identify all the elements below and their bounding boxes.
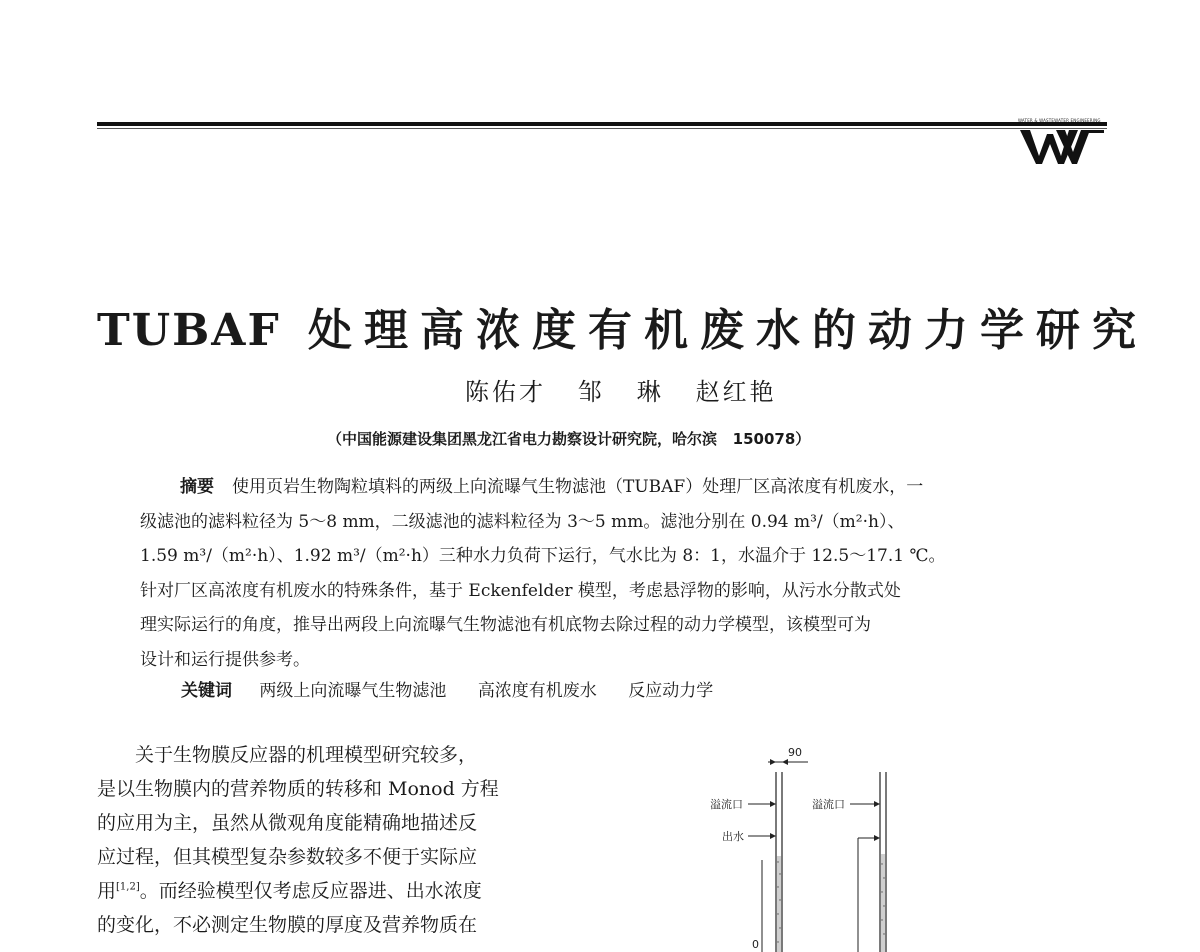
arrow-icon bbox=[770, 801, 776, 807]
abstract-line bbox=[140, 470, 1070, 505]
header-rule-thin bbox=[97, 128, 1107, 129]
height-dimension-label: 0 bbox=[752, 938, 759, 951]
filter-schematic-figure bbox=[690, 742, 940, 952]
overflow-label-left: 溢流口 bbox=[710, 798, 743, 811]
body-line: 是以生物膜内的营养物质的转移和 Monod 方程 bbox=[97, 778, 499, 800]
keyword-item: 两级上向流曝气生物滤池 bbox=[259, 681, 447, 701]
overflow-label-right: 溢流口 bbox=[812, 798, 845, 811]
abstract-label: 摘要 bbox=[180, 477, 214, 497]
body-line bbox=[97, 874, 577, 908]
filter-media-left bbox=[777, 856, 782, 952]
ww-logo-icon bbox=[1020, 128, 1104, 166]
keyword-item: 高浓度有机废水 bbox=[477, 681, 597, 701]
citation-ref: [1,2] bbox=[116, 881, 140, 893]
arrow-icon bbox=[874, 801, 880, 807]
paper-title bbox=[97, 294, 1149, 358]
body-line: 应过程，但其模型复杂参数较多不便于实际应 bbox=[97, 846, 478, 868]
body-line: 关于生物膜反应器的机理模型研究较多， bbox=[135, 744, 478, 766]
abstract-line: 1.59 m³/（m²·h）、1.92 m³/（m²·h）三种水力负荷下运行，气水比为 8：1，水温介于 12.5～17.1 ℃。 bbox=[140, 546, 946, 566]
body-text-run: 用 bbox=[97, 880, 117, 902]
body-line: 的变化，不必测定生物膜的厚度及营养物质在 bbox=[97, 914, 478, 936]
dimension-label: 90 bbox=[788, 746, 802, 759]
body-line: 的应用为主，虽然从微观角度能精确地描述反 bbox=[97, 812, 478, 834]
header-rule bbox=[97, 122, 1107, 126]
keywords bbox=[181, 676, 739, 701]
author-list: 陈佑才 邹 琳 赵红艳 bbox=[465, 378, 777, 406]
title-latin: TUBAF bbox=[97, 305, 281, 356]
abstract-line: 级滤池的滤料粒径为 5～8 mm，二级滤池的滤料粒径为 3～5 mm。滤池分别在 0.94 m³/（m²·h）、 bbox=[140, 511, 905, 532]
title-chinese: 处理高浓度有机废水的动力学研究 bbox=[308, 305, 1149, 356]
abstract-text: 使用页岩生物陶粒填料的两级上向流曝气生物滤池（TUBAF）处理厂区高浓度有机废水，一 bbox=[232, 477, 924, 497]
filter-media-right bbox=[881, 854, 886, 952]
outlet-label: 出水 bbox=[722, 830, 744, 843]
dimension-arrow-icon bbox=[782, 759, 788, 765]
body-text-run: 。而经验模型仅考虑反应器进、出水浓度 bbox=[139, 880, 482, 902]
body-text bbox=[97, 738, 577, 942]
arrow-icon bbox=[874, 835, 880, 841]
journal-logo-caption: WATER & WASTEWATER ENGINEERING bbox=[1018, 118, 1101, 123]
abstract-line: 设计和运行提供参考。 bbox=[140, 649, 310, 670]
keywords-label: 关键词 bbox=[181, 681, 232, 701]
abstract-line: 针对厂区高浓度有机废水的特殊条件，基于 Eckenfelder 模型，考虑悬浮物的影响，从污水分散式处 bbox=[140, 580, 901, 601]
abstract bbox=[140, 470, 1070, 677]
arrow-icon bbox=[770, 833, 776, 839]
abstract-line: 理实际运行的角度，推导出两段上向流曝气生物滤池有机底物去除过程的动力学模型，该模型可为 bbox=[140, 615, 871, 635]
affiliation: （中国能源建设集团黑龙江省电力勘察设计研究院，哈尔滨 150078） bbox=[327, 430, 811, 448]
keyword-item: 反应动力学 bbox=[628, 681, 714, 701]
dimension-arrow-icon bbox=[770, 759, 776, 765]
